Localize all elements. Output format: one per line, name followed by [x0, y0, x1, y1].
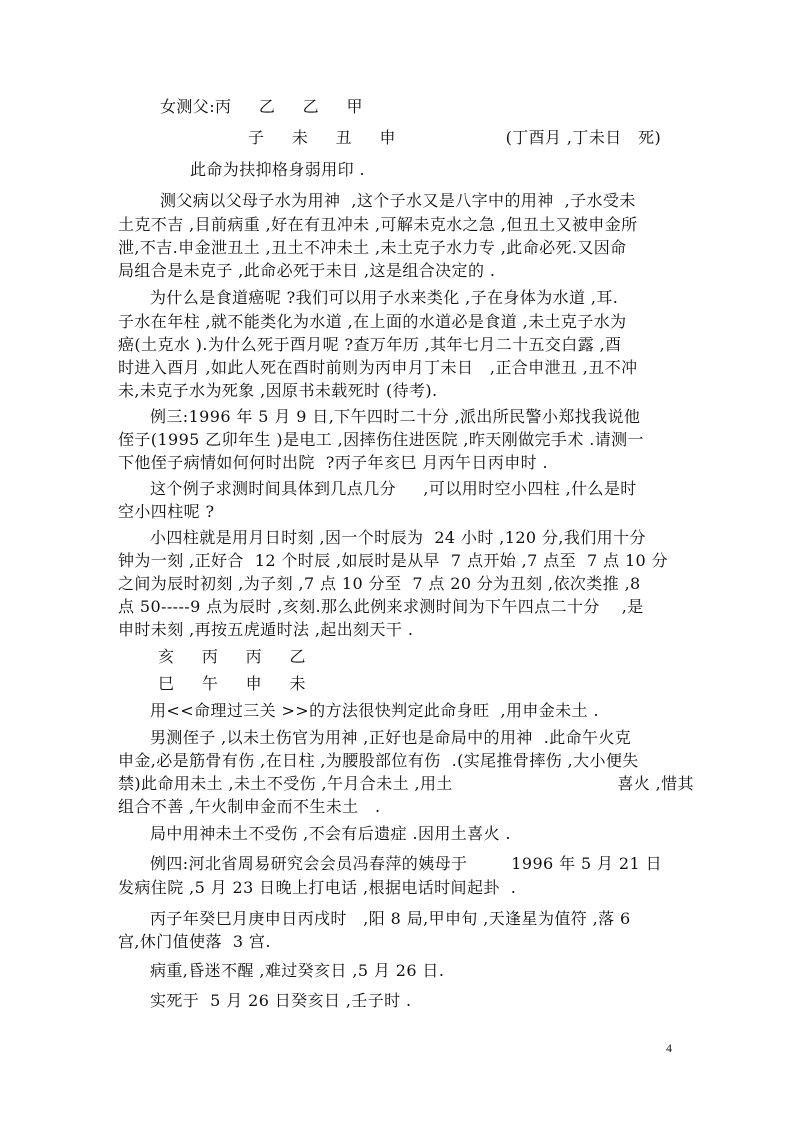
text-line: 发病住院 ,5 月 23 日晚上打电话 ,根据电话时间起卦 .: [118, 878, 517, 897]
text-line: 空小四柱呢 ?: [118, 502, 215, 521]
text-line: 子水在年柱 ,就不能类化为水道 ,在上面的水道必是食道 ,未土克子水为: [118, 312, 627, 331]
text-line: 病重,昏迷不醒 ,难过癸亥日 ,5 月 26 日.: [150, 961, 445, 980]
text-line: 泄,不吉.申金泄丑土 ,丑土不冲未土 ,未土克子水力专 ,此命必死.又因命: [118, 238, 627, 257]
text-line: 申金,必是筋骨有伤 ,在日柱 ,为腰股部位有伤 .(实尾推骨摔伤 ,大小便失: [118, 751, 639, 770]
text-line: 例四:河北省周易研究会会员冯春萍的姨母于 1996 年 5 月 21 日: [150, 854, 662, 873]
text-line: 局中用神未土不受伤 ,不会有后遗症 .因用土喜火 .: [150, 824, 511, 843]
text-line: 未,未克子水为死象 ,因原书未载死时 (待考).: [118, 381, 438, 400]
text-line: 实死于 5 月 26 日癸亥日 ,壬子时 .: [150, 991, 412, 1010]
text-line: 这个例子求测时间具体到几点几分 ,可以用时空小四柱 ,什么是时: [150, 479, 637, 498]
text-line: 测父病以父母子水为用神 ,这个子水又是八字中的用神 ,子水受未: [160, 191, 636, 210]
text-line: 土克不吉 ,目前病重 ,好在有丑冲未 ,可解未克水之急 ,但丑土又被申金所: [118, 215, 638, 234]
text-line: 时进入酉月 ,如此人死在酉时前则为丙申月丁未日 ,正合申泄丑 ,丑不冲: [118, 358, 638, 377]
text-line: 子 未 丑 申 (丁酉月 ,丁未日 死): [248, 128, 662, 147]
text-line: 侄子(1995 乙卯年生 )是电工 ,因摔伤住进医院 ,昨天刚做完手术 .请测一: [118, 430, 644, 449]
text-line: 宫,休门值使落 3 宫.: [118, 932, 271, 951]
text-line: 男测侄子 ,以未土伤官为用神 ,正好也是命局中的用神 .此命午火克: [150, 728, 632, 747]
text-line: 点 50-----9 点为辰时 ,亥刻.那么此例来求测时间为下午四点二十分 ,是: [118, 597, 644, 616]
text-line: 下他侄子病情如何何时出院 ?丙子年亥巳 月丙午日丙申时 .: [118, 453, 549, 472]
text-line: 钟为一刻 ,正好合 12 个时辰 ,如辰时是从早 7 点开始 ,7 点至 7 点 10 分: [118, 551, 669, 570]
text-line: 女测父:丙 乙 乙 甲: [160, 97, 363, 116]
text-line: 用<<命理过三关 >>的方法很快判定此命身旺 ,用申金未土 .: [150, 701, 599, 720]
text-line: 例三:1996 年 5 月 9 日,下午四时二十分 ,派出所民警小郑找我说他: [150, 407, 641, 426]
text-line: 之间为辰时初刻 ,为子刻 ,7 点 10 分至 7 点 20 分为丑刻 ,依次类推 ,8: [118, 574, 641, 593]
text-line: 巳 午 申 未: [158, 674, 306, 693]
text-line: 癌(土克水 ).为什么死于酉月呢 ?查万年历 ,其年七月二十五交白露 ,酉: [118, 335, 622, 354]
text-line: 丙子年癸巳月庚申日丙戌时 ,阳 8 局,甲申旬 ,天逢星为值符 ,落 6: [150, 909, 631, 928]
text-line: 亥 丙 丙 乙: [158, 647, 306, 666]
text-line: 此命为扶抑格身弱用印 .: [190, 160, 365, 179]
page-number: 4: [666, 1041, 672, 1055]
text-line: 为什么是食道癌呢 ?我们可以用子水来类化 ,子在身体为水道 ,耳.: [150, 288, 619, 307]
text-line: 小四柱就是用月日时刻 ,因一个时辰为 24 小时 ,120 分,我们用十分: [150, 528, 646, 547]
text-line: 组合不善 ,午火制申金而不生未土 .: [118, 797, 381, 816]
text-line: 局组合是未克子 ,此命必死于未日 ,这是组合决定的 .: [118, 261, 496, 280]
text-line: 禁)此命用未土 ,未土不受伤 ,午月合未土 ,用土 喜火 ,惜其: [118, 774, 694, 793]
text-line: 申时未刻 ,再按五虎遁时法 ,起出刻天干 .: [118, 620, 414, 639]
